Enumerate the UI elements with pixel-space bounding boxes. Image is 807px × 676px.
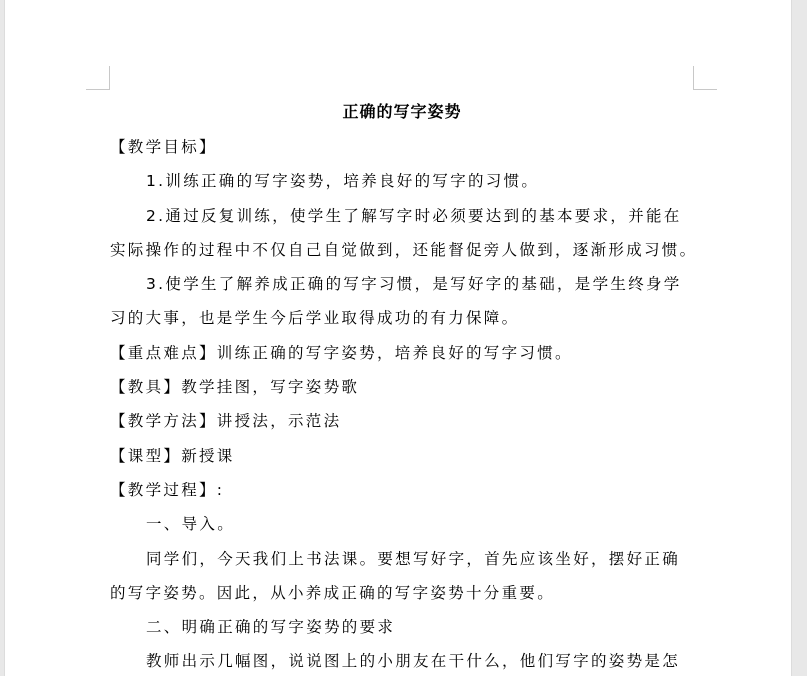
- teaching-aids: 【教具】教学挂图，写字姿势歌: [110, 378, 360, 397]
- objective-3-line-2: 习的大事，也是学生今后学业取得成功的有力保障。: [110, 309, 520, 328]
- process-step-2-line-1: 教师出示几幅图，说说图上的小朋友在干什么，他们写字的姿势是怎: [146, 652, 681, 671]
- objective-2-line-1: 2.通过反复训练，使学生了解写字时必须要达到的基本要求，并能在: [146, 206, 682, 225]
- margin-corner-mark-top-left: [86, 66, 110, 90]
- document-page[interactable]: [5, 0, 791, 676]
- teaching-methods: 【教学方法】讲授法，示范法: [110, 412, 342, 431]
- objective-2-line-2: 实际操作的过程中不仅自己自觉做到，还能督促旁人做到，逐渐形成习惯。: [110, 240, 698, 259]
- process-step-1-line-1: 同学们，今天我们上书法课。要想写好字，首先应该坐好，摆好正确: [146, 549, 681, 568]
- lesson-type: 【课型】新授课: [110, 446, 235, 465]
- document-title: 正确的写字姿势: [342, 102, 462, 121]
- document-body[interactable]: [110, 96, 698, 676]
- section-heading-objectives: 【教学目标】: [110, 138, 217, 156]
- section-heading-process: 【教学过程】:: [110, 480, 225, 499]
- process-step-1-heading: 一、导入。: [146, 515, 236, 534]
- objective-1: 1.训练正确的写字姿势，培养良好的写字的习惯。: [146, 172, 540, 191]
- objective-3-line-1: 3.使学生了解养成正确的写字习惯，是写好字的基础，是学生终身学: [146, 275, 682, 294]
- process-step-2-heading: 二、明确正确的写字姿势的要求: [146, 618, 396, 637]
- key-difficulties: 【重点难点】训练正确的写字姿势，培养良好的写字习惯。: [110, 343, 573, 362]
- process-step-1-line-2: 的写字姿势。因此，从小养成正确的写字姿势十分重要。: [110, 583, 556, 602]
- margin-corner-mark-top-right: [693, 66, 717, 90]
